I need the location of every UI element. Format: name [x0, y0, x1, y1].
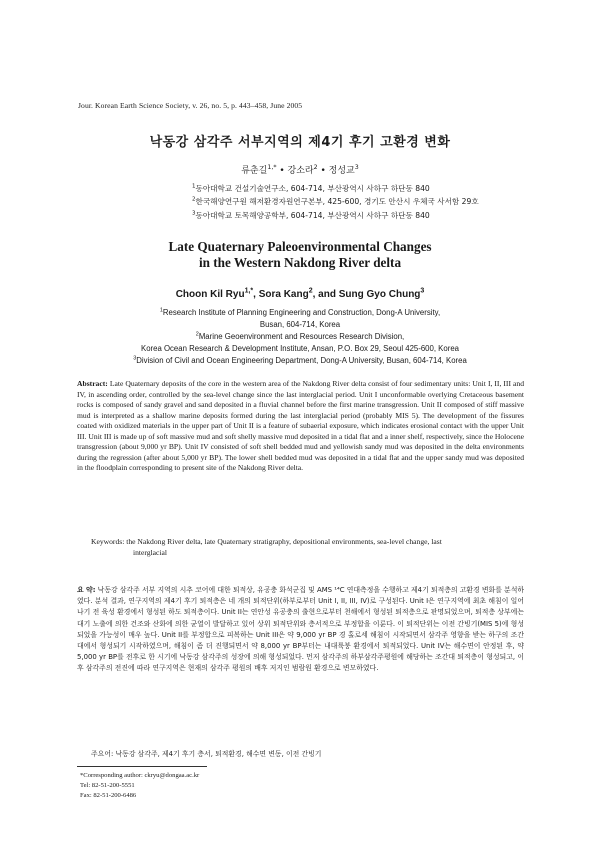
telephone: Tel: 82-51-200-5551: [80, 782, 135, 789]
korean-keywords: [91, 748, 321, 758]
affiliation-text: 동아대학교 건설기술연구소, 604-714, 부산광역시 사하구 하단동 840: [195, 184, 430, 193]
affiliation-sup: 2: [192, 196, 196, 203]
affiliation-line: [192, 195, 479, 208]
abstract-text: Late Quaternary deposits of the core in the western area of the Nakdong River delta consist of four sedimentary units: Unit I, II, III and IV, in ascending order, controlled by the sea-level change since the last interglacial period. Unit I unconformable overlying Cretaceous basement rocks is composed of sandy gravel and sand deposited in a fluvial channel before the first marine transgression. Unit II composed of stiff massive mud is interpreted as a shallow marine deposits formed during the last interglacial period (probably MIS 5). The development of the fissures coated with oxidized materials in the upper part of Unit II is a feature of subaerial exposure, which indicates erosional contact with the upper Unit III. Unit III is made up of soft massive mud and soft shelly massive mud deposited in a tidal flat and a inner shelf, respectively, since the Holocene transgression (about 9,000 yr BP). Unit IV consisted of soft shell bedded mud and yellowish sandy mud was deposited in the delta environments during the regression (after about 5,000 yr BP). The lower shell bedded mud was deposited in a tidal flat and the upper sandy mud was deposited in the floodplain corresponding to present site of the Nakdong River delta.: [77, 379, 524, 473]
affiliation-line: [192, 209, 479, 222]
author-name: Choon Kil Ryu: [175, 289, 245, 300]
korean-authors: [0, 163, 600, 176]
author-sup: 3: [420, 287, 425, 295]
affiliation-line: [0, 307, 600, 319]
korean-keywords-text: 낙동강 삼각주, 제4기 후기 층서, 퇴적환경, 해수면 변동, 이전 간빙기: [115, 750, 322, 758]
korean-abstract: [77, 585, 524, 675]
title-line: in the Western Nakdong River delta: [198, 255, 402, 270]
affiliation-text: Busan, 604-714, Korea: [259, 320, 341, 329]
affiliation-sup: 3: [192, 210, 196, 217]
affiliation-sup: 2: [195, 331, 199, 338]
author-sup: 2: [308, 287, 313, 295]
affiliation-text: 한국해양연구원 해저환경자원연구본부, 425-600, 경기도 안산시 우체국 사서함 29호: [195, 197, 479, 207]
keywords-line: [91, 536, 521, 547]
korean-affiliations: [192, 182, 479, 222]
author-sup: 1,*: [244, 287, 254, 295]
author-sup: 2: [313, 164, 318, 171]
author-sup: 1,*: [267, 164, 277, 171]
author-name: 정성교: [328, 166, 355, 176]
footnote-divider: [77, 766, 207, 767]
affiliation-line: [192, 182, 479, 195]
korean-abstract-label: 요 약:: [77, 586, 96, 594]
journal-citation: Jour. Korean Earth Science Society, v. 26, no. 5, p. 443–458, June 2005: [78, 101, 303, 110]
author-name: 류춘길: [241, 166, 268, 176]
english-title: [0, 239, 600, 271]
author-name: 강소라: [287, 166, 314, 176]
author-name: Sora Kang: [258, 289, 309, 300]
author-sup: 3: [354, 164, 359, 171]
footnotes: [80, 771, 199, 801]
affiliation-text: Division of Civil and Ocean Engineering Department, Dong-A University, Busan, 604-714, Korea: [136, 356, 467, 365]
corresponding-author: *Corresponding author: ckryu@dongaa.ac.kr: [80, 772, 200, 779]
author-separator: •: [317, 166, 329, 176]
keywords-text: the Nakdong River delta, late Quaternary stratigraphy, depositional environments, sea-level change, last: [126, 537, 442, 546]
english-abstract: [77, 379, 524, 474]
keywords-label: Keywords:: [91, 537, 125, 546]
author-separator: •: [276, 166, 288, 176]
fax: Fax: 82-51-200-6486: [80, 792, 137, 799]
affiliation-line: [0, 331, 600, 343]
korean-keywords-label: 주요어:: [91, 750, 114, 758]
author-name: Sung Gyo Chung: [338, 289, 421, 300]
affiliation-text: 동아대학교 토목해양공학부, 604-714, 부산광역시 사하구 하단동 840: [195, 210, 430, 220]
affiliation-line: [0, 343, 600, 355]
english-keywords: [91, 536, 521, 558]
korean-abstract-text: 낙동강 삼각주 서부 지역의 시추 코어에 대한 퇴적상, 유공충 화석군집 및 AMS ¹⁴C 연대측정을 수행하고 제4기 퇴적층의 고환경 변화를 분석하였다. 분석 결과, 연구지역의 제4기 후기 퇴적층은 네 개의 퇴적단위(하부로부터 Unit I, II, III, IV)로 구성된다. Unit I은 연구지역에 최초 해침이 일어나기 전 육성 환경에서 형성된 하도 퇴적층이다. Unit II는 연안성 유공충의 출현으로부터 천해에서 형성된 퇴적층으로 판명되었으며, 퇴적층 상부에는 대기 노출에 의한 건조와 산화에 의한 균열이 발달하고 있어 상위 퇴적단위와 층서적으로 부정합을 이룬다. 이 퇴적단위는 이전 간빙기(MIS 5)에 형성되었을 가능성이 매우 높다. Unit II를 부정합으로 피복하는 Unit III은 약 9,000 yr BP 경 홀로세 해침이 시작되면서 삼각주 영향을 받는 하구의 조간대에서 형성되기 시작하였으며, 해침이 좀 더 진행되면서 약 8,000 yr BP부터는 내대륙붕 환경에서 퇴적되었다. Unit IV는 해수면이 안정된 후, 약 5,000 yr BP를 전후로 한 시기에 낙동강 삼각주의 성장에 의해 형성되었다. 먼저 삼각주의 하부삼각주평원에 해당하는 조간대 퇴적층이 형성되고, 이후 삼각주의 전진에 따라 연구지역은 현재의 삼각주 평원의 배후 저지인 범람원 환경으로 변모하였다.: [77, 586, 525, 673]
affiliation-line: [0, 355, 600, 367]
affiliation-sup: 1: [159, 307, 163, 314]
keywords-line: interglacial: [133, 548, 168, 557]
title-line: Late Quaternary Paleoenvironmental Changes: [168, 239, 432, 254]
english-affiliations: [0, 307, 600, 367]
affiliation-sup: 1: [192, 183, 196, 190]
korean-title: 낙동강 삼각주 서부지역의 제4기 후기 고환경 변화: [149, 135, 451, 150]
author-separator: , and: [312, 289, 339, 300]
english-authors: [0, 289, 600, 300]
affiliation-line: [0, 319, 600, 331]
affiliation-sup: 3: [133, 355, 137, 362]
abstract-label: Abstract:: [77, 379, 108, 388]
affiliation-text: Korea Ocean Research & Development Institute, Ansan, P.O. Box 29, Seoul 425-600, Korea: [141, 344, 459, 353]
affiliation-text: Marine Geoenvironment and Resources Research Division,: [198, 332, 405, 341]
author-separator: ,: [253, 289, 259, 300]
affiliation-text: Research Institute of Planning Engineering and Construction, Dong-A University,: [162, 308, 441, 317]
